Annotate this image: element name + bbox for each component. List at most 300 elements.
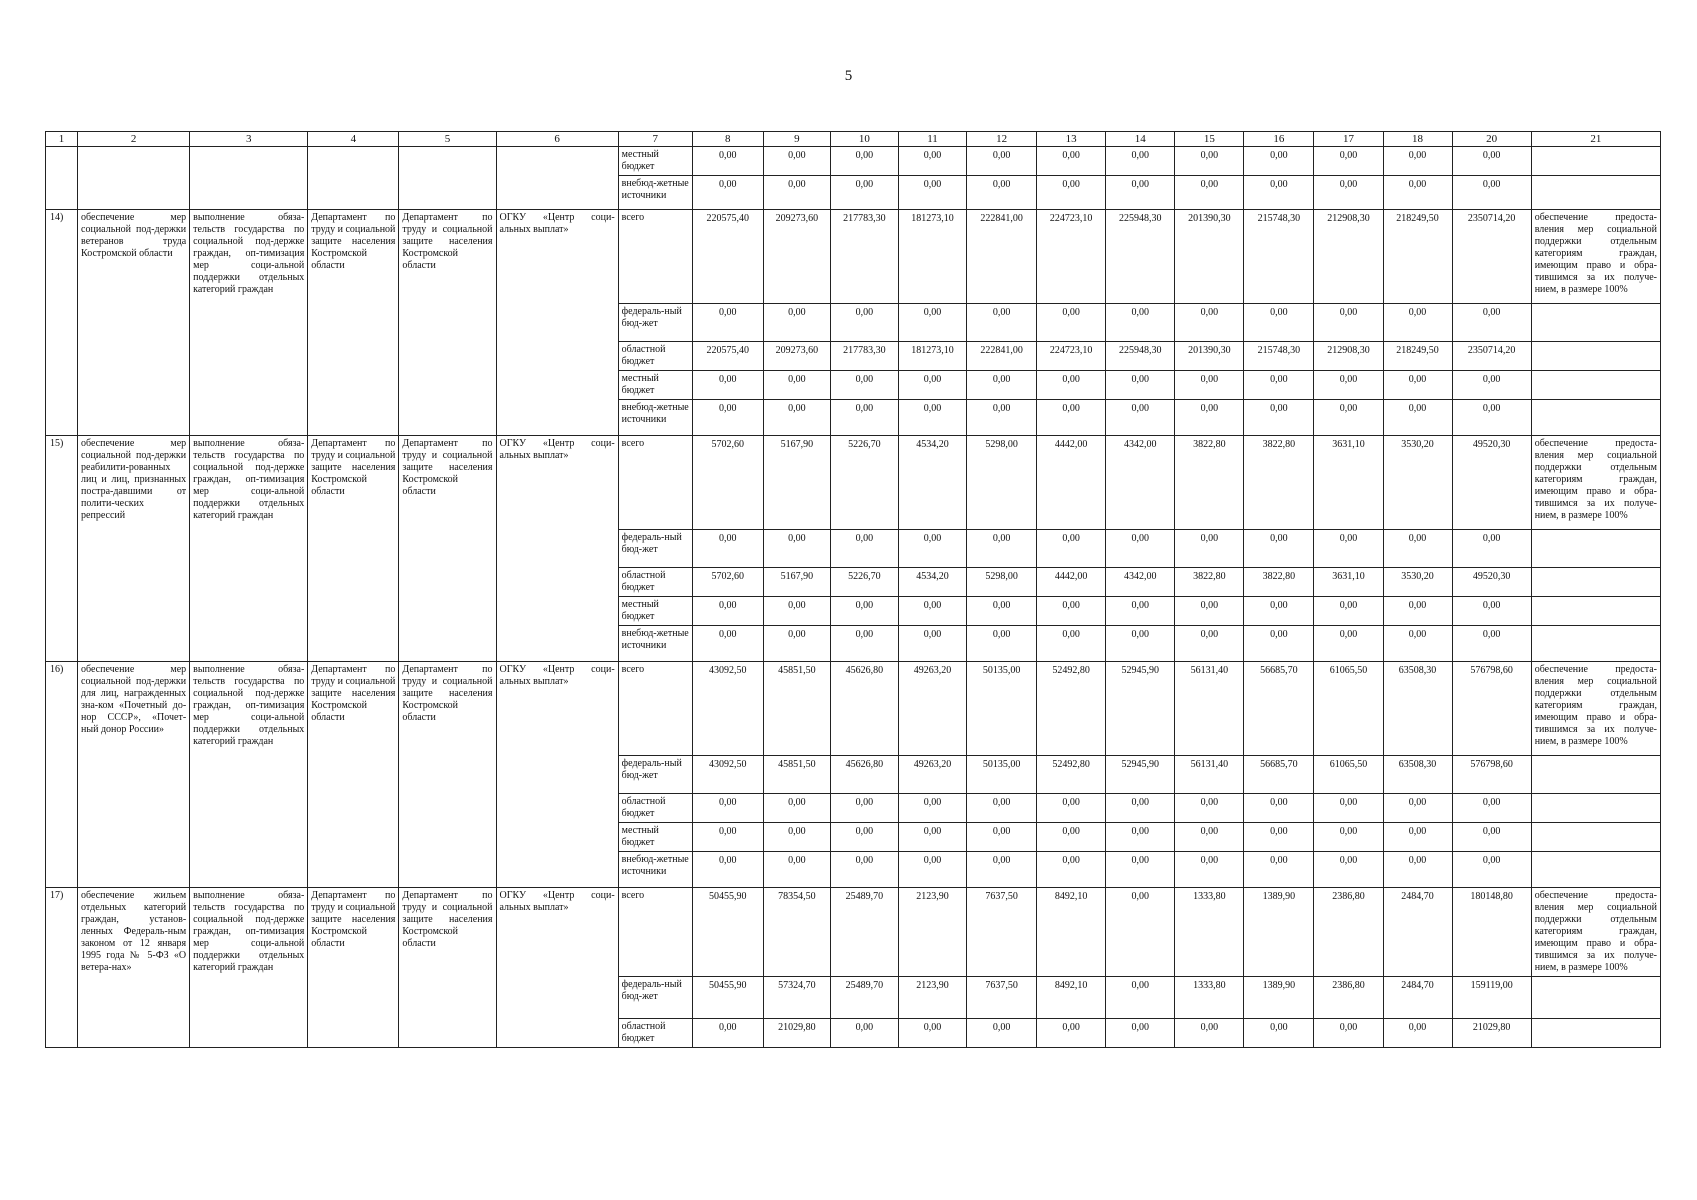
page-number: 5	[844, 68, 853, 84]
year-value: 212908,30	[1314, 342, 1383, 371]
year-value: 0,00	[1037, 626, 1106, 662]
responsible-body: Департамент по труду и социальной защите населения Костромской области	[308, 662, 399, 888]
year-value: 222841,00	[967, 210, 1037, 304]
year-value: 0,00	[1037, 530, 1106, 568]
year-value: 45626,80	[830, 662, 898, 756]
year-value: 0,00	[1314, 147, 1383, 176]
year-value: 0,00	[898, 794, 966, 823]
year-value: 0,00	[763, 794, 830, 823]
year-value: 218249,50	[1383, 342, 1452, 371]
column-number: 11	[898, 132, 966, 147]
year-value: 0,00	[763, 626, 830, 662]
column-number: 17	[1314, 132, 1383, 147]
year-value: 0,00	[1037, 147, 1106, 176]
result-cell-empty	[1531, 823, 1660, 852]
responsible-body: Департамент по труду и социальной защите населения Костромской области	[308, 210, 399, 436]
year-value: 201390,30	[1175, 210, 1244, 304]
year-value: 1389,90	[1244, 977, 1314, 1019]
funding-source: всего	[618, 888, 692, 977]
column-number: 21	[1531, 132, 1660, 147]
result-cell-empty	[1531, 147, 1660, 176]
year-value: 0,00	[692, 1019, 763, 1048]
result-cell-empty	[1531, 597, 1660, 626]
table-row	[46, 888, 1661, 977]
table-row	[46, 210, 1661, 304]
year-value: 0,00	[763, 147, 830, 176]
year-value: 45851,50	[763, 756, 830, 794]
total-value: 0,00	[1452, 823, 1531, 852]
year-value: 0,00	[1106, 977, 1175, 1019]
funding-source: всего	[618, 210, 692, 304]
result-cell-empty	[1531, 400, 1660, 436]
task-description: выполнение обяза-тельств государства по социальной под-держке граждан, оп-тимизация мер соци-альной поддержки отдельных категорий граждан	[190, 888, 308, 1048]
year-value: 0,00	[898, 304, 966, 342]
total-value: 0,00	[1452, 626, 1531, 662]
year-value: 0,00	[967, 400, 1037, 436]
year-value: 0,00	[1244, 371, 1314, 400]
year-value: 0,00	[1106, 147, 1175, 176]
item-number: 17)	[46, 888, 78, 1048]
funding-source: внебюд-жетные источники	[618, 400, 692, 436]
year-value: 5167,90	[763, 568, 830, 597]
total-value: 0,00	[1452, 597, 1531, 626]
item-number: 16)	[46, 662, 78, 888]
year-value: 0,00	[830, 400, 898, 436]
year-value: 0,00	[763, 530, 830, 568]
year-value: 7637,50	[967, 977, 1037, 1019]
column-number: 18	[1383, 132, 1452, 147]
column-number: 10	[830, 132, 898, 147]
year-value: 0,00	[830, 1019, 898, 1048]
year-value: 5702,60	[692, 436, 763, 530]
year-value: 2123,90	[898, 888, 966, 977]
year-value: 0,00	[1383, 794, 1452, 823]
year-value: 21029,80	[763, 1019, 830, 1048]
year-value: 0,00	[1175, 823, 1244, 852]
item-number: 14)	[46, 210, 78, 436]
year-value: 181273,10	[898, 342, 966, 371]
result-cell-empty	[1531, 756, 1660, 794]
measure-name: обеспечение мер социальной под-держки реабилити-рованных лиц и лиц, признанных постра-давшими от полити-ческих репрессий	[78, 436, 190, 662]
year-value: 50455,90	[692, 888, 763, 977]
year-value: 212908,30	[1314, 210, 1383, 304]
year-value: 215748,30	[1244, 210, 1314, 304]
year-value: 0,00	[1314, 1019, 1383, 1048]
year-value: 50135,00	[967, 756, 1037, 794]
year-value: 0,00	[967, 823, 1037, 852]
year-value: 225948,30	[1106, 210, 1175, 304]
year-value: 3530,20	[1383, 568, 1452, 597]
year-value: 5298,00	[967, 436, 1037, 530]
column-number: 1	[46, 132, 78, 147]
continuation-cell	[190, 147, 308, 210]
year-value: 50455,90	[692, 977, 763, 1019]
year-value: 0,00	[1383, 852, 1452, 888]
result-cell-empty	[1531, 977, 1660, 1019]
year-value: 25489,70	[830, 977, 898, 1019]
year-value: 220575,40	[692, 342, 763, 371]
expected-result: обеспечение предоста-вления мер социальной поддержки отдельным категориям граждан, имеющим право и обра-тившимся за их получе-нием, в размере 100%	[1531, 662, 1660, 756]
year-value: 4442,00	[1037, 568, 1106, 597]
year-value: 8492,10	[1037, 977, 1106, 1019]
year-value: 217783,30	[830, 210, 898, 304]
funding-source: областной бюджет	[618, 794, 692, 823]
year-value: 0,00	[692, 794, 763, 823]
year-value: 0,00	[1037, 304, 1106, 342]
year-value: 0,00	[1244, 530, 1314, 568]
year-value: 0,00	[830, 176, 898, 210]
year-value: 0,00	[1314, 626, 1383, 662]
year-value: 45626,80	[830, 756, 898, 794]
table-row	[46, 662, 1661, 756]
funding-source: областной бюджет	[618, 568, 692, 597]
year-value: 0,00	[1037, 1019, 1106, 1048]
year-value: 0,00	[898, 530, 966, 568]
total-value: 2350714,20	[1452, 210, 1531, 304]
year-value: 0,00	[1314, 304, 1383, 342]
year-value: 217783,30	[830, 342, 898, 371]
year-value: 0,00	[1106, 794, 1175, 823]
year-value: 0,00	[830, 530, 898, 568]
year-value: 4534,20	[898, 568, 966, 597]
year-value: 1333,80	[1175, 888, 1244, 977]
result-cell-empty	[1531, 530, 1660, 568]
year-value: 0,00	[1244, 400, 1314, 436]
funding-source: областной бюджет	[618, 1019, 692, 1048]
year-value: 0,00	[692, 400, 763, 436]
year-value: 52945,90	[1106, 662, 1175, 756]
year-value: 56685,70	[1244, 662, 1314, 756]
year-value: 0,00	[1383, 597, 1452, 626]
year-value: 5226,70	[830, 436, 898, 530]
year-value: 0,00	[1314, 597, 1383, 626]
year-value: 0,00	[1037, 794, 1106, 823]
year-value: 1389,90	[1244, 888, 1314, 977]
table-row	[46, 147, 1661, 176]
total-value: 21029,80	[1452, 1019, 1531, 1048]
program-finance-table	[45, 131, 1661, 1048]
year-value: 0,00	[1175, 597, 1244, 626]
funding-source: местный бюджет	[618, 371, 692, 400]
year-value: 0,00	[830, 147, 898, 176]
year-value: 0,00	[1175, 626, 1244, 662]
year-value: 4534,20	[898, 436, 966, 530]
year-value: 0,00	[1175, 147, 1244, 176]
column-number: 20	[1452, 132, 1531, 147]
year-value: 0,00	[1037, 852, 1106, 888]
year-value: 0,00	[1106, 304, 1175, 342]
column-number: 4	[308, 132, 399, 147]
year-value: 0,00	[967, 1019, 1037, 1048]
year-value: 3631,10	[1314, 436, 1383, 530]
year-value: 0,00	[830, 823, 898, 852]
year-value: 0,00	[898, 626, 966, 662]
total-value: 0,00	[1452, 400, 1531, 436]
year-value: 0,00	[1175, 530, 1244, 568]
year-value: 0,00	[763, 176, 830, 210]
measure-name: обеспечение мер социальной под-держки ветеранов труда Костромской области	[78, 210, 190, 436]
result-cell-empty	[1531, 626, 1660, 662]
funding-source: всего	[618, 436, 692, 530]
year-value: 0,00	[1106, 823, 1175, 852]
year-value: 0,00	[1106, 530, 1175, 568]
measure-name: обеспечение мер социальной под-держки для лиц, награжденных зна-ком «Почетный до-нор СССР», «Почет-ный донор России»	[78, 662, 190, 888]
year-value: 0,00	[1383, 304, 1452, 342]
funding-source: местный бюджет	[618, 823, 692, 852]
executor-name: ОГКУ «Центр соци-альных выплат»	[496, 888, 618, 1048]
continuation-cell	[78, 147, 190, 210]
year-value: 1333,80	[1175, 977, 1244, 1019]
year-value: 0,00	[1244, 823, 1314, 852]
continuation-cell	[46, 147, 78, 210]
year-value: 45851,50	[763, 662, 830, 756]
executor-name: ОГКУ «Центр соци-альных выплат»	[496, 210, 618, 436]
total-value: 0,00	[1452, 304, 1531, 342]
year-value: 0,00	[1037, 597, 1106, 626]
total-value: 0,00	[1452, 530, 1531, 568]
year-value: 0,00	[1383, 1019, 1452, 1048]
year-value: 0,00	[1106, 371, 1175, 400]
year-value: 63508,30	[1383, 756, 1452, 794]
year-value: 0,00	[1175, 371, 1244, 400]
year-value: 0,00	[1383, 400, 1452, 436]
year-value: 0,00	[1314, 530, 1383, 568]
result-cell-empty	[1531, 371, 1660, 400]
total-value: 0,00	[1452, 794, 1531, 823]
year-value: 0,00	[1314, 400, 1383, 436]
year-value: 0,00	[1244, 176, 1314, 210]
year-value: 0,00	[1037, 400, 1106, 436]
year-value: 3530,20	[1383, 436, 1452, 530]
year-value: 43092,50	[692, 662, 763, 756]
funding-source: внебюд-жетные источники	[618, 626, 692, 662]
year-value: 0,00	[967, 794, 1037, 823]
column-number: 5	[399, 132, 496, 147]
expected-result: обеспечение предоста-вления мер социальной поддержки отдельным категориям граждан, имеющим право и обра-тившимся за их получе-нием, в размере 100%	[1531, 436, 1660, 530]
funding-source: местный бюджет	[618, 147, 692, 176]
table-row	[46, 436, 1661, 530]
coexecutor-body: Департамент по труду и социальной защите населения Костромской области	[399, 888, 496, 1048]
total-value: 180148,80	[1452, 888, 1531, 977]
year-value: 0,00	[763, 400, 830, 436]
year-value: 56131,40	[1175, 662, 1244, 756]
funding-source: внебюд-жетные источники	[618, 852, 692, 888]
executor-name: ОГКУ «Центр соци-альных выплат»	[496, 436, 618, 662]
result-cell-empty	[1531, 342, 1660, 371]
year-value: 5167,90	[763, 436, 830, 530]
year-value: 0,00	[763, 371, 830, 400]
year-value: 0,00	[692, 597, 763, 626]
year-value: 0,00	[1037, 371, 1106, 400]
year-value: 0,00	[1106, 852, 1175, 888]
total-value: 576798,60	[1452, 756, 1531, 794]
year-value: 4442,00	[1037, 436, 1106, 530]
year-value: 0,00	[967, 304, 1037, 342]
year-value: 0,00	[1314, 794, 1383, 823]
funding-source: внебюд-жетные источники	[618, 176, 692, 210]
year-value: 0,00	[1244, 626, 1314, 662]
result-cell-empty	[1531, 794, 1660, 823]
year-value: 52945,90	[1106, 756, 1175, 794]
year-value: 0,00	[830, 371, 898, 400]
year-value: 0,00	[1175, 400, 1244, 436]
year-value: 50135,00	[967, 662, 1037, 756]
responsible-body: Департамент по труду и социальной защите населения Костромской области	[308, 888, 399, 1048]
year-value: 181273,10	[898, 210, 966, 304]
year-value: 0,00	[1106, 626, 1175, 662]
year-value: 5702,60	[692, 568, 763, 597]
expected-result: обеспечение предоста-вления мер социальной поддержки отдельным категориям граждан, имеющим право и обра-тившимся за их получе-нием, в размере 100%	[1531, 210, 1660, 304]
year-value: 3822,80	[1244, 568, 1314, 597]
column-number: 9	[763, 132, 830, 147]
year-value: 0,00	[1452, 147, 1531, 176]
year-value: 0,00	[830, 304, 898, 342]
column-number: 16	[1244, 132, 1314, 147]
year-value: 3822,80	[1175, 568, 1244, 597]
year-value: 0,00	[1314, 371, 1383, 400]
year-value: 0,00	[692, 371, 763, 400]
year-value: 0,00	[967, 371, 1037, 400]
year-value: 0,00	[692, 304, 763, 342]
column-number: 3	[190, 132, 308, 147]
year-value: 0,00	[692, 823, 763, 852]
year-value: 57324,70	[763, 977, 830, 1019]
year-value: 0,00	[967, 597, 1037, 626]
expected-result: обеспечение предоста-вления мер социальной поддержки отдельным категориям граждан, имеющим право и обра-тившимся за их получе-нием, в размере 100%	[1531, 888, 1660, 977]
year-value: 0,00	[1383, 530, 1452, 568]
year-value: 0,00	[830, 852, 898, 888]
year-value: 0,00	[1314, 852, 1383, 888]
result-cell-empty	[1531, 1019, 1660, 1048]
year-value: 78354,50	[763, 888, 830, 977]
year-value: 2386,80	[1314, 977, 1383, 1019]
year-value: 3631,10	[1314, 568, 1383, 597]
year-value: 0,00	[1175, 794, 1244, 823]
coexecutor-body: Департамент по труду и социальной защите населения Костромской области	[399, 436, 496, 662]
year-value: 0,00	[763, 597, 830, 626]
year-value: 209273,60	[763, 210, 830, 304]
year-value: 0,00	[1244, 852, 1314, 888]
result-cell-empty	[1531, 852, 1660, 888]
total-value: 49520,30	[1452, 436, 1531, 530]
funding-source: федераль-ный бюд-жет	[618, 304, 692, 342]
year-value: 0,00	[898, 1019, 966, 1048]
task-description: выполнение обяза-тельств государства по социальной под-держке граждан, оп-тимизация мер соци-альной поддержки отдельных категорий граждан	[190, 662, 308, 888]
year-value: 0,00	[1244, 1019, 1314, 1048]
year-value: 0,00	[1106, 400, 1175, 436]
year-value: 0,00	[1383, 626, 1452, 662]
total-value: 576798,60	[1452, 662, 1531, 756]
coexecutor-body: Департамент по труду и социальной защите населения Костромской области	[399, 662, 496, 888]
year-value: 56131,40	[1175, 756, 1244, 794]
column-number: 6	[496, 132, 618, 147]
year-value: 0,00	[1244, 794, 1314, 823]
item-number: 15)	[46, 436, 78, 662]
year-value: 0,00	[1452, 176, 1531, 210]
task-description: выполнение обяза-тельств государства по социальной под-держке граждан, оп-тимизация мер соци-альной поддержки отдельных категорий граждан	[190, 210, 308, 436]
year-value: 43092,50	[692, 756, 763, 794]
total-value: 2350714,20	[1452, 342, 1531, 371]
column-number-row	[46, 132, 1661, 147]
year-value: 209273,60	[763, 342, 830, 371]
year-value: 218249,50	[1383, 210, 1452, 304]
funding-source: федераль-ный бюд-жет	[618, 530, 692, 568]
year-value: 225948,30	[1106, 342, 1175, 371]
column-number: 14	[1106, 132, 1175, 147]
year-value: 0,00	[692, 852, 763, 888]
year-value: 215748,30	[1244, 342, 1314, 371]
year-value: 0,00	[830, 597, 898, 626]
year-value: 0,00	[1175, 852, 1244, 888]
responsible-body: Департамент по труду и социальной защите населения Костромской области	[308, 436, 399, 662]
year-value: 0,00	[1175, 304, 1244, 342]
continuation-cell	[308, 147, 399, 210]
year-value: 2484,70	[1383, 977, 1452, 1019]
column-number: 12	[967, 132, 1037, 147]
column-number: 15	[1175, 132, 1244, 147]
year-value: 2386,80	[1314, 888, 1383, 977]
year-value: 0,00	[1383, 371, 1452, 400]
column-number: 13	[1037, 132, 1106, 147]
total-value: 49520,30	[1452, 568, 1531, 597]
year-value: 0,00	[898, 852, 966, 888]
year-value: 222841,00	[967, 342, 1037, 371]
year-value: 63508,30	[1383, 662, 1452, 756]
year-value: 0,00	[1244, 597, 1314, 626]
year-value: 56685,70	[1244, 756, 1314, 794]
year-value: 0,00	[763, 852, 830, 888]
total-value: 0,00	[1452, 371, 1531, 400]
year-value: 7637,50	[967, 888, 1037, 977]
result-cell-empty	[1531, 176, 1660, 210]
year-value: 8492,10	[1037, 888, 1106, 977]
column-number: 2	[78, 132, 190, 147]
year-value: 0,00	[967, 852, 1037, 888]
year-value: 0,00	[830, 626, 898, 662]
year-value: 220575,40	[692, 210, 763, 304]
year-value: 3822,80	[1175, 436, 1244, 530]
year-value: 0,00	[898, 371, 966, 400]
year-value: 0,00	[830, 794, 898, 823]
year-value: 0,00	[692, 176, 763, 210]
year-value: 0,00	[898, 400, 966, 436]
funding-source: местный бюджет	[618, 597, 692, 626]
funding-source: всего	[618, 662, 692, 756]
year-value: 0,00	[692, 530, 763, 568]
year-value: 0,00	[967, 147, 1037, 176]
year-value: 0,00	[1383, 147, 1452, 176]
year-value: 52492,80	[1037, 756, 1106, 794]
year-value: 0,00	[967, 176, 1037, 210]
year-value: 0,00	[692, 626, 763, 662]
year-value: 25489,70	[830, 888, 898, 977]
task-description: выполнение обяза-тельств государства по социальной под-держке граждан, оп-тимизация мер соци-альной поддержки отдельных категорий граждан	[190, 436, 308, 662]
year-value: 0,00	[1244, 304, 1314, 342]
year-value: 0,00	[1175, 176, 1244, 210]
year-value: 49263,20	[898, 756, 966, 794]
continuation-cell	[496, 147, 618, 210]
year-value: 3822,80	[1244, 436, 1314, 530]
year-value: 4342,00	[1106, 436, 1175, 530]
year-value: 0,00	[1037, 176, 1106, 210]
year-value: 224723,10	[1037, 342, 1106, 371]
result-cell-empty	[1531, 304, 1660, 342]
year-value: 0,00	[692, 147, 763, 176]
funding-source: федераль-ный бюд-жет	[618, 756, 692, 794]
year-value: 201390,30	[1175, 342, 1244, 371]
year-value: 0,00	[898, 597, 966, 626]
result-cell-empty	[1531, 568, 1660, 597]
